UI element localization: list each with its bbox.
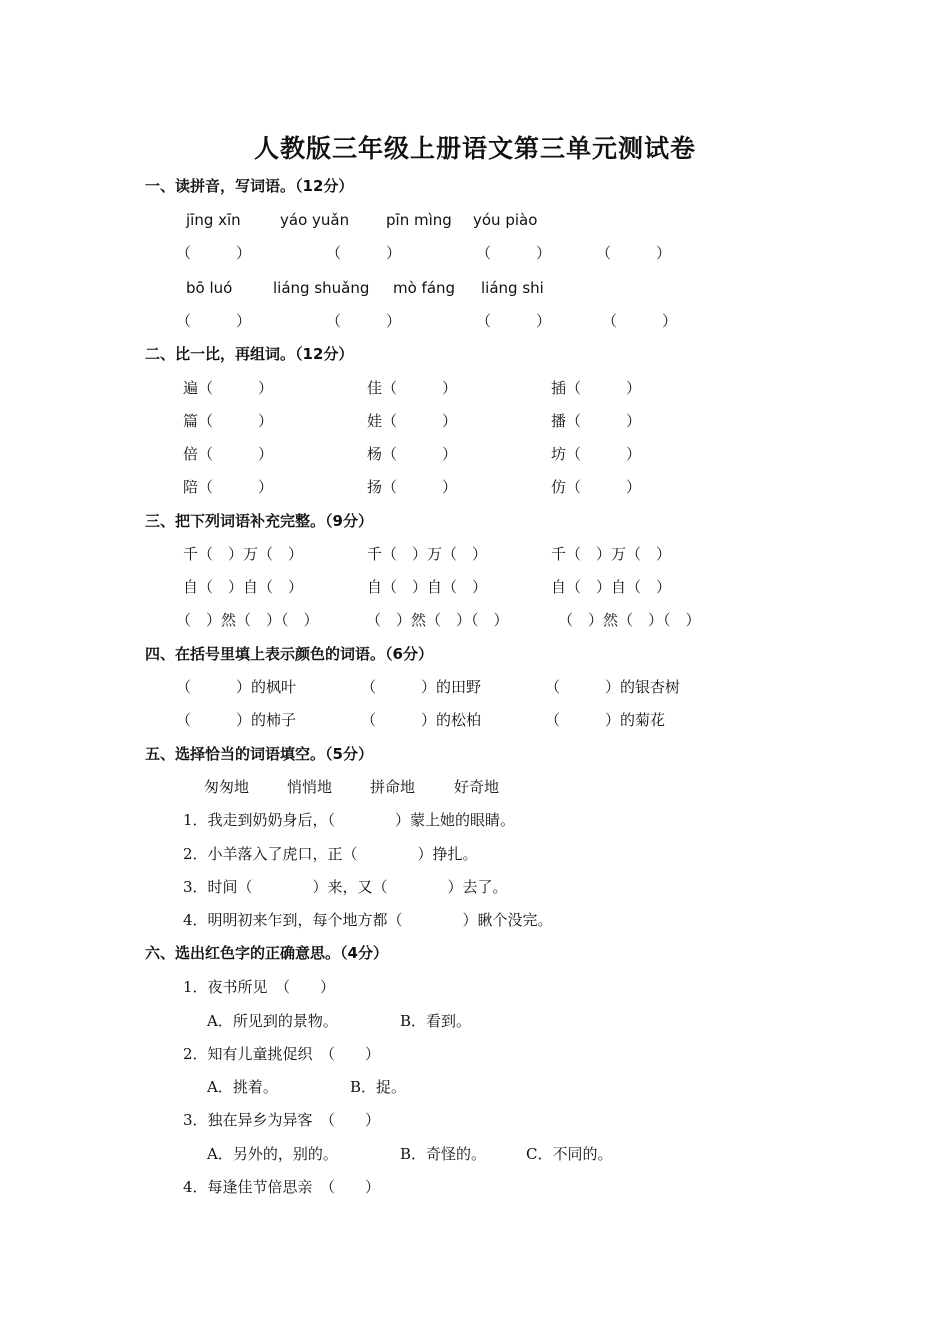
idiom-fill[interactable]: 千（ ）万（ ）: [183, 545, 304, 563]
idiom-fill[interactable]: （ ）然（ ）（ ）: [366, 611, 509, 629]
answer-blank[interactable]: （ ）: [596, 244, 672, 262]
fill-sentence[interactable]: 2．小羊落入了虎口，正（ ）挣扎。: [183, 845, 478, 863]
compare-item[interactable]: 插（ ）: [551, 379, 642, 397]
answer-blank[interactable]: （ ）: [476, 312, 552, 330]
idiom-fill[interactable]: （ ）然（ ）（ ）: [176, 611, 319, 629]
pinyin-you-piao: yóu piào: [473, 211, 538, 229]
compare-item[interactable]: 篇（ ）: [183, 412, 274, 430]
choice-option[interactable]: B．奇怪的。: [400, 1145, 487, 1163]
color-fill-item[interactable]: （ ）的柿子: [176, 711, 297, 729]
compare-item[interactable]: 倍（ ）: [183, 445, 274, 463]
color-fill-item[interactable]: （ ）的松柏: [361, 711, 482, 729]
compare-item[interactable]: 佳（ ）: [367, 379, 458, 397]
pinyin-liang-shuang: liáng shuǎng: [273, 279, 370, 297]
meaning-question[interactable]: 3．独在异乡为异客 （ ）: [183, 1111, 381, 1129]
compare-item[interactable]: 坊（ ）: [551, 445, 642, 463]
answer-blank[interactable]: （ ）: [476, 244, 552, 262]
section-2-heading: 二、比一比，再组词。（12分）: [145, 345, 354, 363]
word-option: 好奇地: [454, 778, 500, 796]
compare-item[interactable]: 杨（ ）: [367, 445, 458, 463]
word-option: 拼命地: [370, 778, 416, 796]
meaning-question[interactable]: 2．知有儿童挑促织 （ ）: [183, 1045, 381, 1063]
answer-blank[interactable]: （ ）: [176, 312, 252, 330]
section-4-heading: 四、在括号里填上表示颜色的词语。（6分）: [145, 645, 433, 663]
color-fill-item[interactable]: （ ）的田野: [361, 678, 482, 696]
answer-blank[interactable]: （ ）: [176, 244, 252, 262]
compare-item[interactable]: 遍（ ）: [183, 379, 274, 397]
compare-item[interactable]: 播（ ）: [551, 412, 642, 430]
choice-option[interactable]: A．另外的，别的。: [207, 1145, 338, 1163]
compare-item[interactable]: 陪（ ）: [183, 478, 274, 496]
choice-option[interactable]: A．挑着。: [207, 1078, 278, 1096]
section-6-heading: 六、选出红色字的正确意思。（4分）: [145, 944, 388, 962]
pinyin-yao-yuan: yáo yuǎn: [280, 211, 350, 229]
answer-blank[interactable]: （ ）: [602, 312, 678, 330]
section-5-heading: 五、选择恰当的词语填空。（5分）: [145, 745, 373, 763]
pinyin-mo-fang: mò fáng: [393, 279, 456, 297]
fill-sentence[interactable]: 1．我走到奶奶身后，（ ）蒙上她的眼睛。: [183, 811, 516, 829]
choice-option[interactable]: C．不同的。: [526, 1145, 613, 1163]
idiom-fill[interactable]: 自（ ）自（ ）: [551, 578, 672, 596]
word-option: 悄悄地: [287, 778, 333, 796]
color-fill-item[interactable]: （ ）的枫叶: [176, 678, 297, 696]
color-fill-item[interactable]: （ ）的菊花: [545, 711, 666, 729]
pinyin-liang-shi: liáng shi: [481, 279, 544, 297]
choice-option[interactable]: A．所见到的景物。: [207, 1012, 338, 1030]
compare-item[interactable]: 扬（ ）: [367, 478, 458, 496]
meaning-question[interactable]: 1．夜书所见 （ ）: [183, 978, 336, 996]
idiom-fill[interactable]: （ ）然（ ）（ ）: [558, 611, 701, 629]
choice-option[interactable]: B．捉。: [350, 1078, 407, 1096]
pinyin-bo-luo: bō luó: [186, 279, 233, 297]
answer-blank[interactable]: （ ）: [326, 244, 402, 262]
choice-option[interactable]: B．看到。: [400, 1012, 472, 1030]
section-1-heading: 一、读拼音，写词语。（12分）: [145, 177, 354, 195]
section-3-heading: 三、把下列词语补充完整。（9分）: [145, 512, 373, 530]
fill-sentence[interactable]: 4．明明初来乍到，每个地方都（ ）瞅个没完。: [183, 911, 553, 929]
meaning-question[interactable]: 4．每逢佳节倍思亲 （ ）: [183, 1178, 381, 1196]
color-fill-item[interactable]: （ ）的银杏树: [545, 678, 681, 696]
idiom-fill[interactable]: 千（ ）万（ ）: [367, 545, 488, 563]
compare-item[interactable]: 娃（ ）: [367, 412, 458, 430]
answer-blank[interactable]: （ ）: [326, 312, 402, 330]
compare-item[interactable]: 仿（ ）: [551, 478, 642, 496]
word-option: 匆匆地: [204, 778, 250, 796]
pinyin-jing-xin: jīng xīn: [186, 211, 241, 229]
pinyin-pin-ming: pīn mìng: [386, 211, 452, 229]
idiom-fill[interactable]: 自（ ）自（ ）: [183, 578, 304, 596]
page-title: 人教版三年级上册语文第三单元测试卷: [253, 134, 696, 163]
fill-sentence[interactable]: 3．时间（ ）来，又（ ）去了。: [183, 878, 508, 896]
idiom-fill[interactable]: 自（ ）自（ ）: [367, 578, 488, 596]
idiom-fill[interactable]: 千（ ）万（ ）: [551, 545, 672, 563]
